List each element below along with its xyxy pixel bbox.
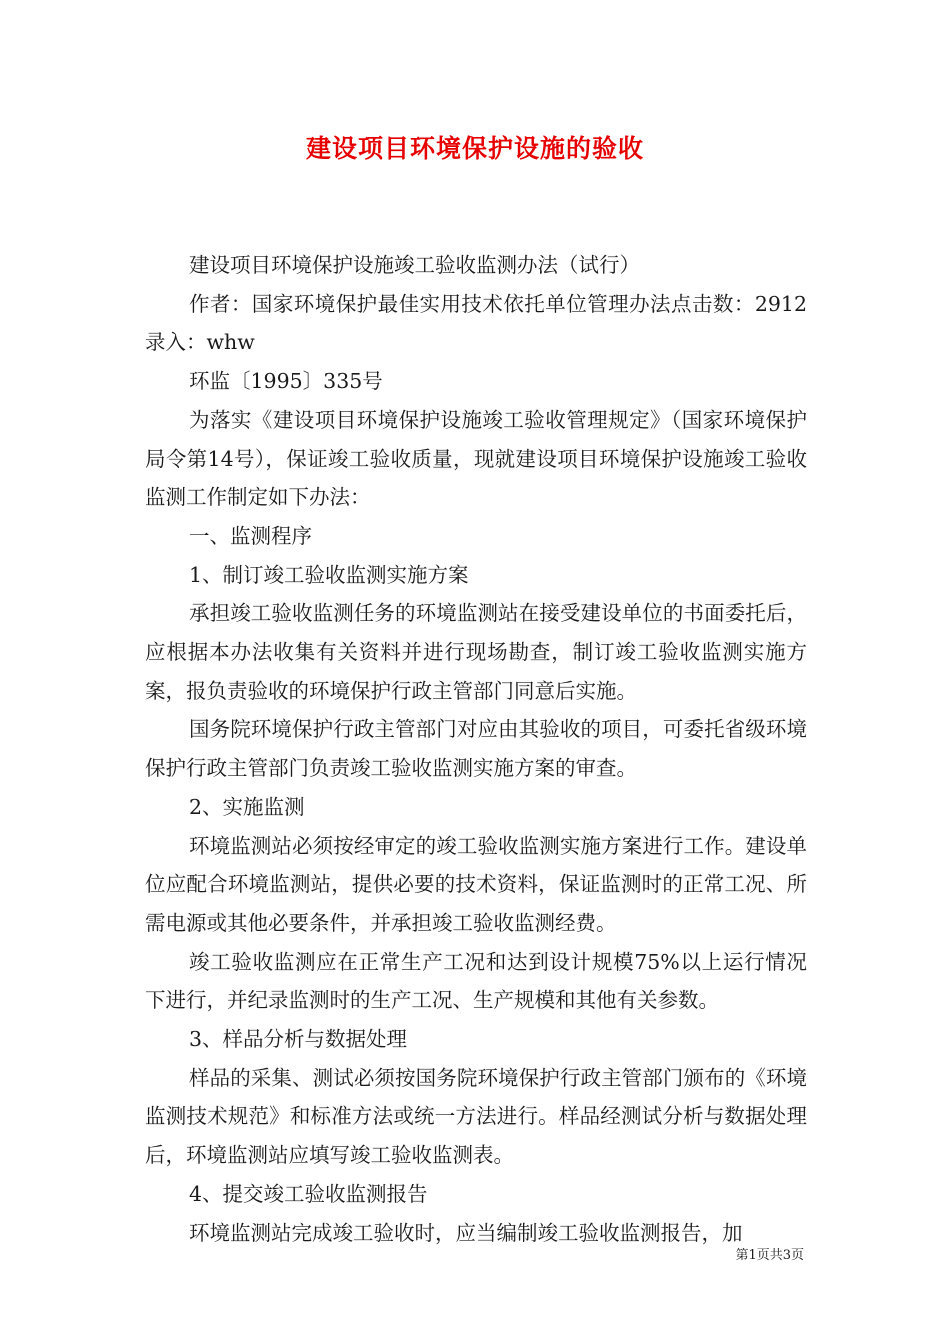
subsection-heading-analysis: 3、样品分析与数据处理 bbox=[189, 1027, 408, 1052]
paragraph-implement-conditions: 竣工验收监测应在正常生产工况和达到设计规模75%以上运行情况下进行，并纪录监测时的生产工况、生产规模和其他有关参数。 bbox=[145, 949, 807, 1013]
subsection-heading-implement: 2、实施监测 bbox=[189, 794, 305, 819]
paragraph-author: 作者：国家环境保护最佳实用技术依托单位管理办法点击数：2912录入：whw bbox=[145, 291, 807, 355]
paragraph-doc-number: 环监〔1995〕335号 bbox=[189, 369, 383, 394]
paragraph-implement-body: 环境监测站必须按经审定的竣工验收监测实施方案进行工作。建设单位应配合环境监测站，提供必要的技术资料，保证监测时的正常工况、所需电源或其他必要条件，并承担竣工验收监测经费。 bbox=[145, 833, 807, 935]
page-number-footer: 第1页共3页 bbox=[735, 1248, 804, 1263]
paragraph-subtitle: 建设项目环境保护设施竣工验收监测办法（试行） bbox=[189, 253, 640, 277]
subsection-heading-report: 4、提交竣工验收监测报告 bbox=[189, 1181, 428, 1206]
paragraph-plan-body: 承担竣工验收监测任务的环境监测站在接受建设单位的书面委托后，应根据本办法收集有关资料并进行现场勘查，制订竣工验收监测实施方案，报负责验收的环境保护行政主管部门同意后实施。 bbox=[145, 601, 807, 703]
document-body bbox=[145, 246, 807, 1252]
paragraph-analysis-body: 样品的采集、测试必须按国务院环境保护行政主管部门颁布的《环境监测技术规范》和标准方法或统一方法进行。样品经测试分析与数据处理后，环境监测站应填写竣工验收监测表。 bbox=[145, 1065, 807, 1168]
paragraph-intro: 为落实《建设项目环境保护设施竣工验收管理规定》（国家环境保护局令第14号），保证竣工验收质量，现就建设项目环境保护设施竣工验收监测工作制定如下办法： bbox=[145, 407, 807, 510]
section-heading-monitoring-procedure: 一、监测程序 bbox=[189, 523, 312, 548]
paragraph-report-body: 环境监测站完成竣工验收时，应当编制竣工验收监测报告，加 bbox=[189, 1220, 743, 1245]
subsection-heading-plan: 1、制订竣工验收监测实施方案 bbox=[189, 562, 469, 587]
document-title: 建设项目环境保护设施的验收 bbox=[305, 134, 644, 163]
paragraph-plan-review: 国务院环境保护行政主管部门对应由其验收的项目，可委托省级环境保护行政主管部门负责竣工验收监测实施方案的审查。 bbox=[145, 717, 807, 781]
